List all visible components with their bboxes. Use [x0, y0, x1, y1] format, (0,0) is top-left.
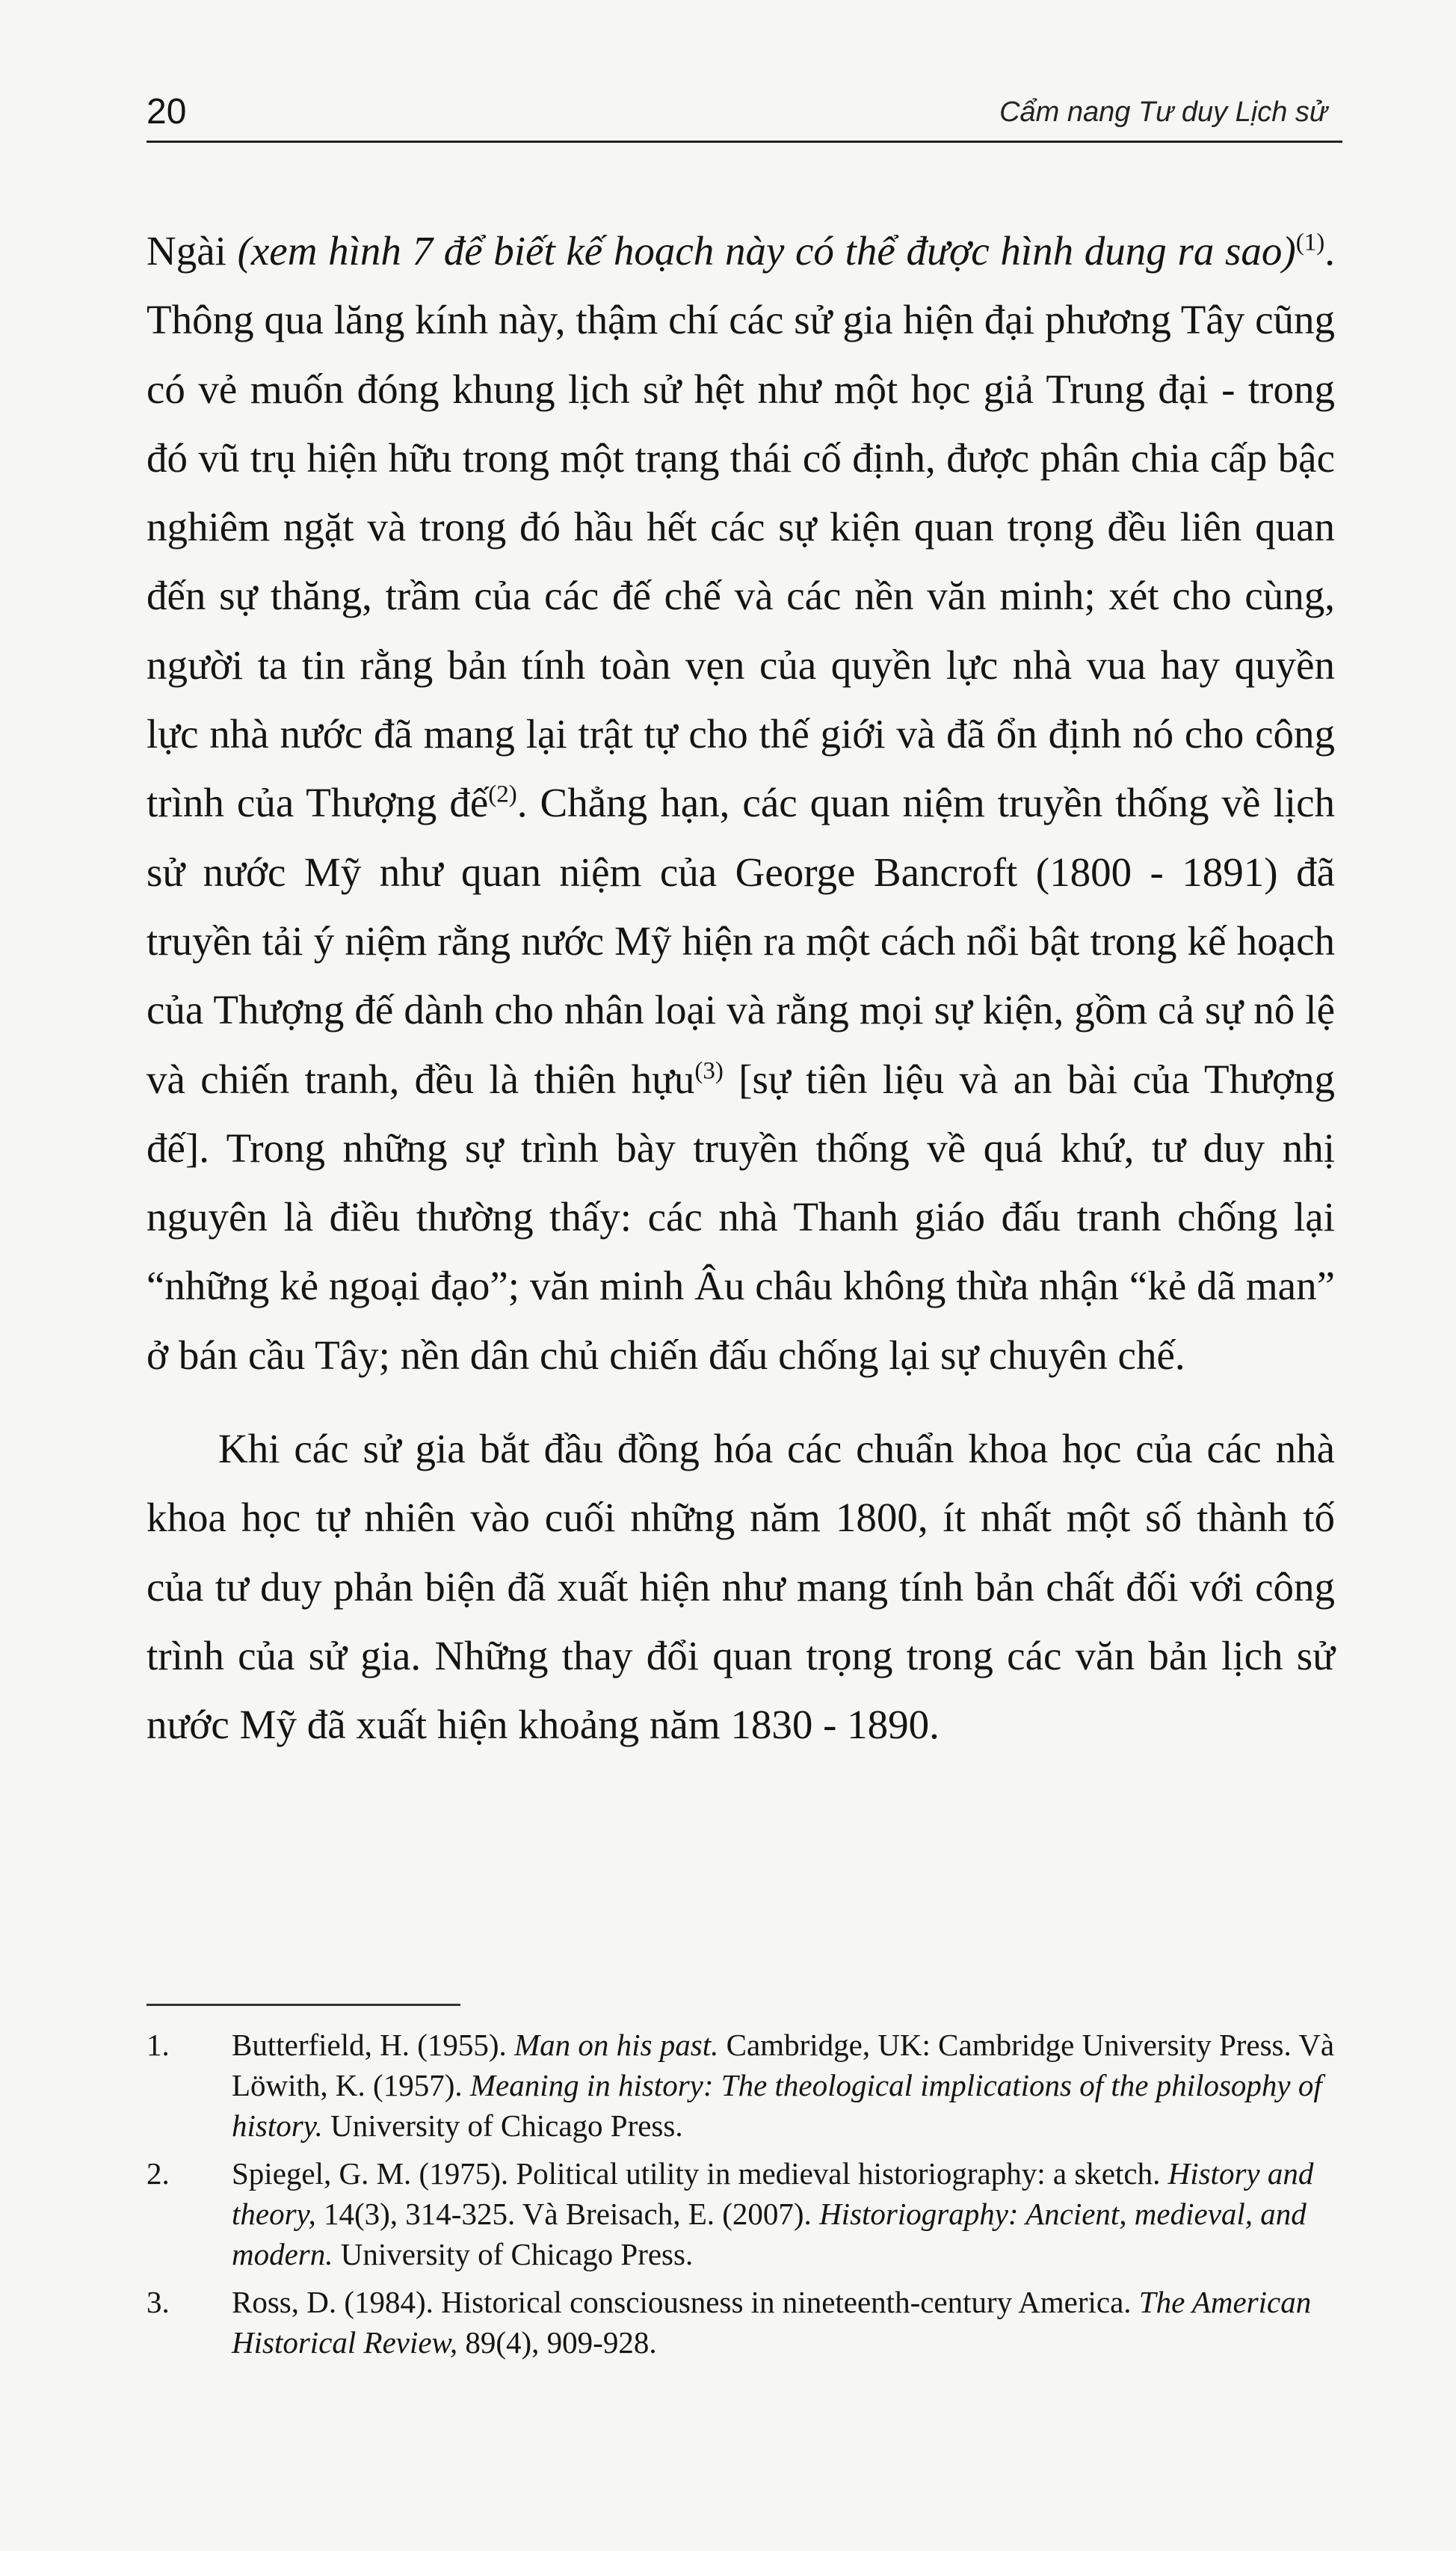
- footnote-number: 1.: [146, 2028, 170, 2062]
- figure-reference: (xem hình 7 để biết kế hoạch này có thể được hình dung ra sao): [237, 228, 1296, 274]
- footnote-ref-1: (1): [1295, 229, 1325, 256]
- header-rule: [146, 141, 1342, 143]
- footnote-3: 3. Ross, D. (1984). Historical consciousness in nineteenth-century America. The American Historical Review, 89(4), 909-928.: [146, 2282, 1347, 2363]
- footnote-ref-3: (3): [694, 1057, 724, 1085]
- footnote-number: 3.: [146, 2285, 170, 2319]
- paragraph-2: Khi các sử gia bắt đầu đồng hóa các chuẩn khoa học của các nhà khoa học tự nhiên vào cuối những năm 1800, ít nhất một số thành tố của tư duy phản biện đã xuất hiện như mang tính bản chất đối với công trình của sử gia. Những thay đổi quan trọng trong các văn bản lịch sử nước Mỹ đã xuất hiện khoảng năm 1830 - 1890.: [146, 1426, 1335, 1748]
- footnote-rule: [146, 2004, 460, 2006]
- page-number: 20: [146, 92, 187, 132]
- footnote-ref-2: (2): [488, 781, 517, 809]
- running-title: Cẩm nang Tư duy Lịch sử: [999, 96, 1327, 128]
- paragraph-1: Ngài (xem hình 7 để biết kế hoạch này có thể được hình dung ra sao)$^{(1)}$. Thông qua lăng kính này, thậm chí các sử gia hiện đại phương Tây cũng có vẻ muốn đóng khung lịch sử hệt như một học giả Trung đại - trong đó vũ trụ hiện hữu trong một trạng thái cố định, được phân chia cấp bậc nghiêm ngặt và trong đó hầu hết các sự kiện quan trọng đều liên quan đến sự thăng, trầm của các đế chế và các nền văn minh; xét cho cùng, người ta tin rằng bản tính toàn vẹn của quyền lực nhà vua hay quyền lực nhà nước đã mang lại trật tự cho thế giới và đã ổn định nó cho công trình của Thượng đế$^{(2)}$. Chẳng hạn, các quan niệm truyền thống về lịch sử nước Mỹ như quan niệm của George Bancroft (1800 - 1891) đã truyền tải ý niệm rằng nước Mỹ hiện ra một cách nổi bật trong kế hoạch của Thượng đế dành cho nhân loại và rằng mọi sự kiện, gồm cả sự nô lệ và chiến tranh, đều là thiên hựu$^{(3)}$ [sự tiên liệu và an bài của Thượng đế]. Trong những sự trình bày truyền thống về quá khứ, tư duy nhị nguyên là điều thường thấy: các nhà Thanh giáo đấu tranh chống lại “những kẻ ngoại đạo”; văn minh Âu châu không thừa nhận “kẻ dã man” ở bán cầu Tây; nền dân chủ chiến đấu chống lại sự chuyên chế.: [146, 228, 1335, 1378]
- main-text: [146, 217, 1335, 1760]
- page-header: [146, 88, 1342, 148]
- footnote-2: 2. Spiegel, G. M. (1975). Political utility in medieval historiography: a sketch. History and theory, 14(3), 314-325. Và Breisach, E. (2007). Historiography: Ancient, medieval, and modern. University of Chicago Press.: [146, 2153, 1347, 2274]
- footnote-number: 2.: [146, 2156, 170, 2191]
- footnotes: [146, 2025, 1347, 2370]
- footnote-1: 1. Butterfield, H. (1955). Man on his past. Cambridge, UK: Cambridge University Press. Và Löwith, K. (1957). Meaning in history: The theological implications of the philosophy of history. University of Chicago Press.: [146, 2025, 1347, 2146]
